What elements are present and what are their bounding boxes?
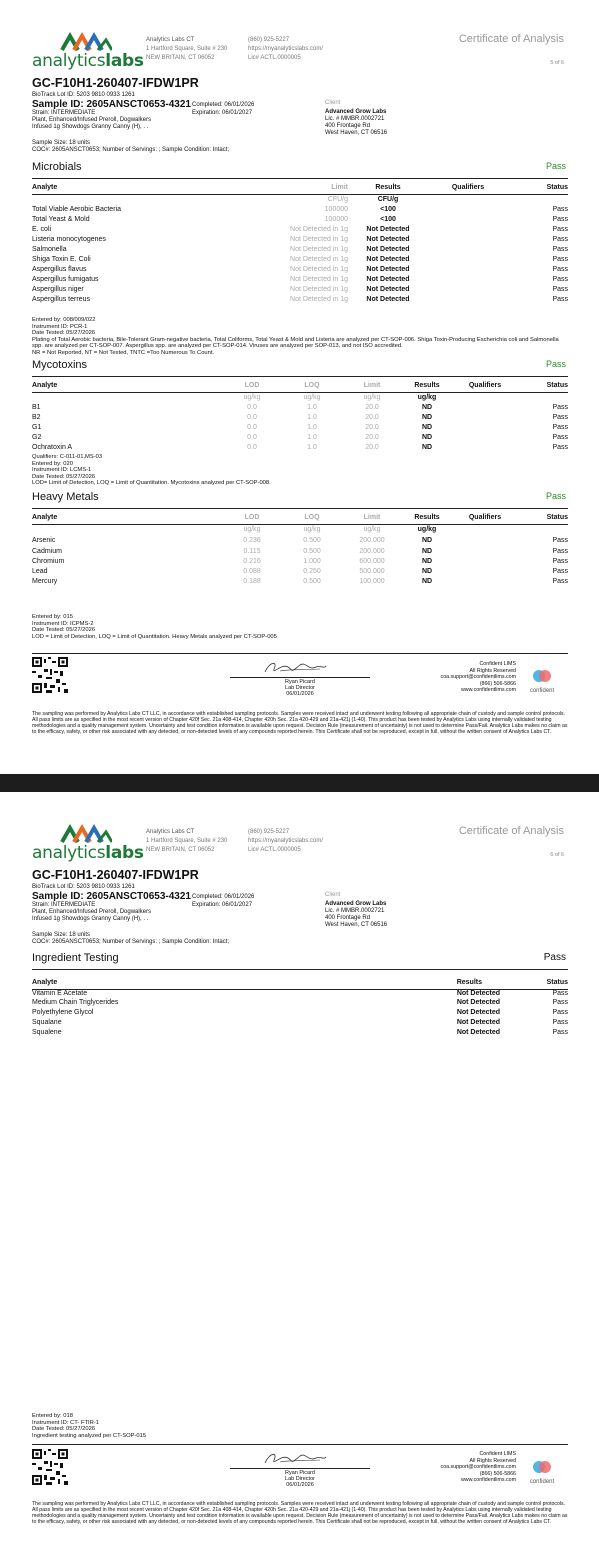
sample-dates: Completed: 06/01/2026 Expiration: 06/01/2027	[192, 894, 255, 908]
mycotoxins-notes: Qualifiers: C-011-01,MS-03 Entered by: 020 Instrument ID: LCMS-1 Date Tested: 05/27/2026 LOD= Limit of Detection, LOQ = Limit of Quantitation. Mycotoxins analyzed per CT-SOP-008.	[32, 454, 271, 487]
page-number: 6 of 6	[550, 852, 564, 858]
table-row: Vitamin E Acetate Not Detected Pass	[32, 989, 568, 997]
ingredient-testing-section	[32, 952, 568, 1038]
sample-id: Sample ID: 2605ANSCT0653-4321	[32, 99, 191, 110]
sample-details: Strain: INTERMEDIATE Plant, Enhanced/Infused Preroll, Dogwalkers Infused 1g Showdogs Granny Canny (H), . .	[32, 110, 152, 130]
table-row: Total Viable Aerobic Bacteria 100000 <100 Pass	[32, 205, 568, 213]
table-row: Squalane Not Detected Pass	[32, 1019, 568, 1027]
section-status: Pass	[545, 359, 566, 369]
analytics-labs-logo: analyticslabs	[32, 822, 140, 862]
units-row: ug/kg ug/kg ug/kg ug/kg	[243, 393, 437, 401]
table-row: Mercury 0.188 0.500 100.000 ND Pass	[32, 577, 568, 585]
qr-code-icon[interactable]	[32, 1449, 68, 1485]
document-title: Certificate of Analysis	[458, 825, 564, 837]
sample-size: Sample Size: 18 units COC#: 2605ANSCT0653; Number of Servings: ; Sample Condition: Intact;	[32, 140, 230, 153]
col-header: Status	[508, 183, 568, 194]
batch-id: GC-F10H1-260407-IFDW1PR	[32, 76, 199, 90]
disclaimer: The sampling was performed by Analytics Labs CT LLC, in accordance with established sampling protocols. Samples were received intact and underwent testing following all appropriate chain of custody and sample control protocols. All pass limits are as specified in the most recent version of Chapter 420f Sec. 21a 408-414, Chapter 420h Sec. 21a 420-429 and 21a-421j (1-40). This product has been tested by Analytics Labs using internally validated testing methodologies and a quality management system. Uncertainty and test condition information is available upon request. Decision Rule (measurement of uncertainty) is not used to determine Pass/Fail. Analytics Labs makes no claim as to the efficacy, safety, or other risk associated with any detected, or non-detected levels of any compounds reported herein. This Certificate shall not be reproduced, except in full, without the written consent of Analytics Labs CT.	[32, 711, 568, 735]
signature-block: Ryan Picard Lab Director 06/01/2026	[230, 657, 370, 697]
table-row: Polyethylene Glycol Not Detected Pass	[32, 1009, 568, 1017]
heavy-metals-table: Analyte LOD LOQ Limit Results Qualifiers Status ug/kg ug/kg ug/kg ug/kg Arsenic 0.236 0.500 200.000 ND Pass Cadmium 0.115 0.500 200.000 ND Pass Chromium 0.216 1.000 600.000 ND Pass Lead 0.088 0.250 500.000 ND Pass Mercury 0.188 0.500 100.000 ND Pass	[32, 514, 568, 585]
col-header: Results	[348, 183, 428, 194]
mycotoxins-table: Analyte LOD LOQ Limit Results Qualifiers Status ug/kg ug/kg ug/kg ug/kg B1 0.0 1.0 20.0 ND Pass B2 0.0 1.0 20.0 ND Pass G1 0.0 1.0 20.0 ND Pass G2 0.0 1.0 20.0 ND Pass Ochratoxin A 0.0 1.0 20.0 ND Pass	[32, 382, 568, 451]
col-header: Limit	[228, 183, 348, 194]
coa-page-5	[0, 0, 599, 774]
table-row: G2 0.0 1.0 20.0 ND Pass	[32, 433, 568, 441]
qr-code-icon[interactable]	[32, 657, 68, 693]
section-title: Mycotoxins	[32, 359, 88, 371]
batch-id: GC-F10H1-260407-IFDW1PR	[32, 868, 199, 882]
table-row: Shiga Toxin E. Coli Not Detected in 1g Not Detected Pass	[32, 255, 568, 263]
client-info: Client Advanced Grow Labs Lic. # MMBR.0002721 400 Frontage Rd West Haven, CT 06516	[325, 100, 388, 136]
sample-details: Strain: INTERMEDIATE Plant, Enhanced/Infused Preroll, Dogwalkers Infused 1g Showdogs Granny Canny (H), . .	[32, 902, 152, 922]
confident-logo: confident	[522, 1459, 562, 1489]
coa-page-6	[0, 792, 599, 1566]
table-row: Aspergillus terreus Not Detected in 1g Not Detected Pass	[32, 295, 568, 303]
biotrack-lot: BioTrack Lot ID: 5203 9810 0933 1261	[32, 884, 135, 890]
disclaimer: The sampling was performed by Analytics Labs CT LLC, in accordance with established sampling protocols. Samples were received intact and underwent testing following all appropriate chain of custody and sample control protocols. All pass limits are as specified in the most recent version of Chapter 420f Sec. 21a 408-414, Chapter 420h Sec. 21a 420-429 and 21a-421j (1-40). This product has been tested by Analytics Labs using internally validated testing methodologies and a quality management system. Uncertainty and test condition information is available upon request. Decision Rule (measurement of uncertainty) is not used to determine Pass/Fail. Analytics Labs makes no claim as to the efficacy, safety, or other risk associated with any detected, or non-detected levels of any compounds reported herein. This Certificate shall not be reproduced, except in full, without the written consent of Analytics Labs CT.	[32, 1501, 568, 1525]
confident-logo: confident	[522, 668, 562, 698]
sample-size: Sample Size: 18 units COC#: 2605ANSCT0653; Number of Servings: ; Sample Condition: Intact;	[32, 932, 230, 945]
table-row: Total Yeast & Mold 100000 <100 Pass	[32, 215, 568, 223]
table-row: G1 0.0 1.0 20.0 ND Pass	[32, 423, 568, 431]
table-row: B1 0.0 1.0 20.0 ND Pass	[32, 403, 568, 411]
signature-block: Ryan Picard Lab Director 06/01/2026	[230, 1448, 370, 1488]
table-row: Ochratoxin A 0.0 1.0 20.0 ND Pass	[32, 443, 568, 451]
lab-address: Analytics Labs CT 1 Hartford Square, Suite # 230 NEW BRITAIN, CT 06052	[146, 37, 228, 61]
confident-logo-icon	[532, 668, 552, 686]
heavy-metals-section	[32, 491, 568, 587]
sample-id: Sample ID: 2605ANSCT0653-4321	[32, 891, 191, 902]
page-header	[32, 30, 568, 70]
table-row: Chromium 0.216 1.000 600.000 ND Pass	[32, 557, 568, 565]
col-header: Analyte	[32, 183, 228, 194]
document-title: Certificate of Analysis	[458, 33, 564, 45]
table-row: Aspergillus flavus Not Detected in 1g Not Detected Pass	[32, 265, 568, 273]
ingredient-table: Analyte Results Status Vitamin E Acetate Not Detected Pass Medium Chain Triglycerides Not Detected Pass Polyethylene Glycol Not Detected Pass Squalane Not Detected Pass Squalene Not Detected Pass	[32, 979, 568, 1037]
ingredient-notes: Entered by: 018 Instrument ID: CT- FTIR-1 Date Tested: 05/27/2026 Ingredient testing analyzed per CT-SOP-015	[32, 1413, 147, 1439]
section-status: Pass	[543, 952, 566, 963]
table-row: Cadmium 0.115 0.500 200.000 ND Pass	[32, 547, 568, 555]
table-row: Aspergillus fumigatus Not Detected in 1g Not Detected Pass	[32, 275, 568, 283]
heavy-metals-notes: Entered by: 015 Instrument ID: ICPMS-2 Date Tested: 05/27/2026 LOD = Limit of Detection, LOQ = Limit of Quantitation. Heavy Metals analyzed per CT-SOP-005	[32, 614, 277, 640]
lims-info: Confident LIMS All Rights Reserved coa.support@confidentlims.com (866) 506-5866 www.confidentlims.com	[440, 1451, 516, 1483]
section-title: Ingredient Testing	[32, 952, 119, 964]
page-separator	[0, 774, 599, 792]
signature-icon	[260, 657, 330, 679]
table-row: Medium Chain Triglycerides Not Detected Pass	[32, 999, 568, 1007]
page-number: 5 of 6	[550, 60, 564, 66]
sample-dates: Completed: 06/01/2026 Expiration: 06/01/2027	[192, 102, 255, 116]
table-row: Lead 0.088 0.250 500.000 ND Pass	[32, 567, 568, 575]
table-row: Salmonella Not Detected in 1g Not Detected Pass	[32, 245, 568, 253]
microbials-table	[32, 183, 568, 304]
table-row: Listeria monocytogenes Not Detected in 1g Not Detected Pass	[32, 235, 568, 243]
section-title: Heavy Metals	[32, 491, 99, 503]
microbials-section	[32, 161, 568, 305]
logo-mark-icon	[60, 824, 112, 844]
mycotoxins-section	[32, 359, 568, 453]
lims-info: Confident LIMS All Rights Reserved coa.support@confidentlims.com (866) 506-5866 www.confidentlims.com	[440, 661, 516, 693]
table-row: E. coli Not Detected in 1g Not Detected Pass	[32, 225, 568, 233]
table-row: Arsenic 0.236 0.500 200.000 ND Pass	[32, 536, 568, 544]
lab-contact: (860) 925-5227 https://myanalyticslabs.com/ Lic# ACTL.0000005	[248, 829, 324, 853]
col-header: Qualifiers	[428, 183, 508, 194]
units-row: ug/kg ug/kg ug/kg ug/kg	[243, 525, 437, 533]
lab-contact: (860) 925-5227 https://myanalyticslabs.com/ Lic# ACTL.0000005	[248, 37, 324, 61]
units-row: CFU/g CFU/g	[327, 195, 399, 203]
microbials-notes: Entered by: 008/009/022 Instrument ID: PCR-1 Date Tested: 05/27/2026 Plating of Total Aerobic bacteria, Bile-Tolerant Gram-negative bacteria, Total Coliforms, Total Yeast & Mold and Listeria are analyzed per CT-SOP-006. Shiga Toxin-Producing Escherichia coli and Salmonella spp. are analyzed per CT-SOP-007. Aspergillus spp. are analyzed per CT-SOP-014. Viruses are analyzed per SOP-013, and not ISO accredited. NR = Not Reported, NT = Not Tested, TNTC =Too Numerous To Count.	[32, 317, 559, 356]
signature-icon	[260, 1448, 330, 1470]
section-status: Pass	[545, 161, 566, 171]
table-row: Aspergillus niger Not Detected in 1g Not Detected Pass	[32, 285, 568, 293]
biotrack-lot: BioTrack Lot ID: 5203 9810 0933 1261	[32, 92, 135, 98]
section-title: Microbials	[32, 161, 82, 173]
confident-logo-icon	[532, 1459, 552, 1477]
logo-mark-icon	[60, 32, 112, 52]
lab-address: Analytics Labs CT 1 Hartford Square, Suite # 230 NEW BRITAIN, CT 06052	[146, 829, 228, 853]
table-row: Squalene Not Detected Pass	[32, 1029, 568, 1037]
page-header	[32, 822, 568, 862]
section-status: Pass	[545, 491, 566, 501]
analytics-labs-logo: analyticslabs	[32, 30, 140, 70]
client-info: Client Advanced Grow Labs Lic. # MMBR.0002721 400 Frontage Rd West Haven, CT 06516	[325, 892, 388, 928]
table-row: B2 0.0 1.0 20.0 ND Pass	[32, 413, 568, 421]
